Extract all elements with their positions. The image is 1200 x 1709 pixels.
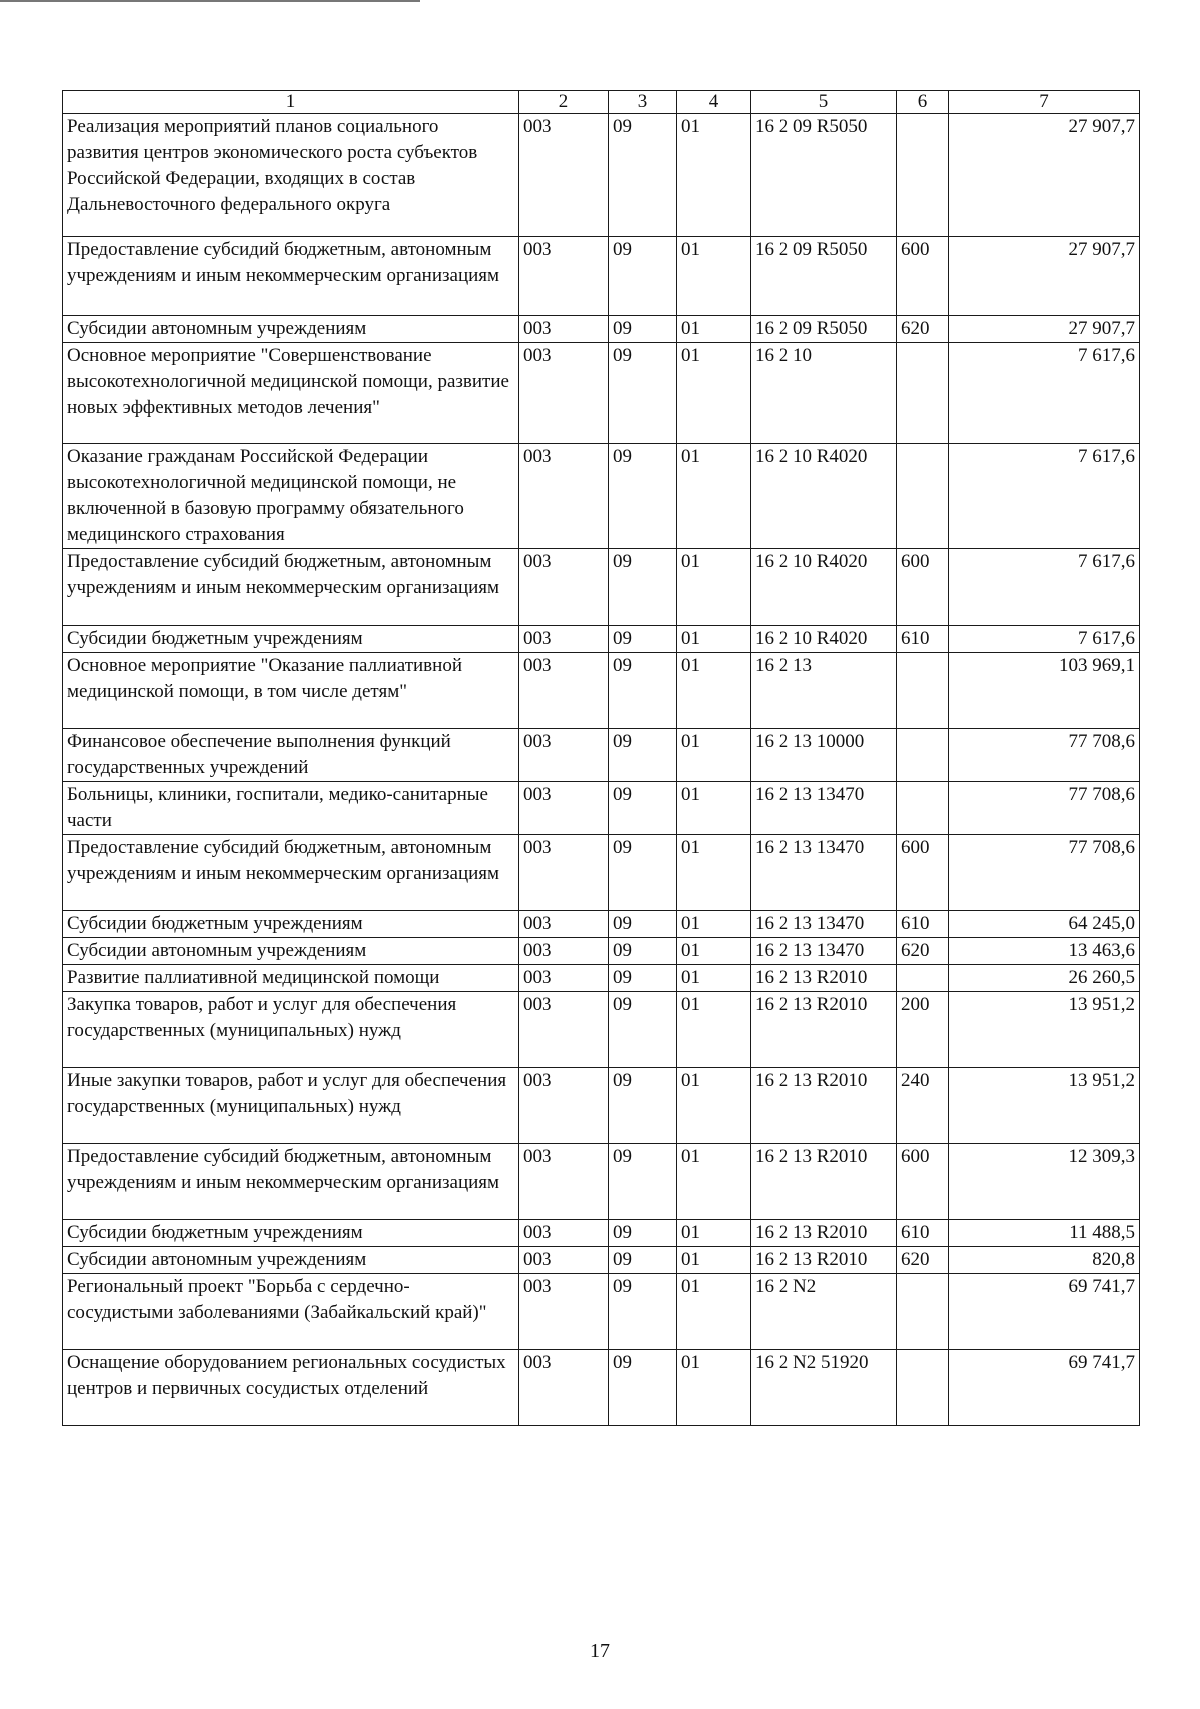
- column-header: 7: [949, 91, 1140, 114]
- row-amount: 7 617,6: [949, 626, 1140, 653]
- row-grbs: 003: [519, 653, 609, 729]
- table-row: [63, 1274, 1140, 1350]
- table-row: [63, 1144, 1140, 1220]
- row-name: Иные закупки товаров, работ и услуг для обеспечения государственных (муниципальных) нужд: [63, 1068, 519, 1144]
- row-amount: 77 708,6: [949, 729, 1140, 782]
- row-target-item: 16 2 10: [751, 343, 897, 444]
- row-amount: 69 741,7: [949, 1350, 1140, 1426]
- row-target-item: 16 2 10 R4020: [751, 626, 897, 653]
- column-header: 6: [897, 91, 949, 114]
- scan-top-edge: [0, 0, 420, 2]
- row-grbs: 003: [519, 729, 609, 782]
- row-expense-type: [897, 653, 949, 729]
- table-row: [63, 729, 1140, 782]
- table-row: [63, 1220, 1140, 1247]
- row-name: Субсидии бюджетным учреждениям: [63, 911, 519, 938]
- row-amount: 13 951,2: [949, 992, 1140, 1068]
- row-name: Основное мероприятие "Совершенствование высокотехнологичной медицинской помощи, развитие новых эффективных методов лечения": [63, 343, 519, 444]
- row-grbs: 003: [519, 626, 609, 653]
- row-subsection: 01: [677, 938, 751, 965]
- table-row: [63, 626, 1140, 653]
- row-amount: 12 309,3: [949, 1144, 1140, 1220]
- row-target-item: 16 2 10 R4020: [751, 444, 897, 549]
- row-name: Оказание гражданам Российской Федерации высокотехнологичной медицинской помощи, не включенной в базовую программу обязательного медицинского страхования: [63, 444, 519, 549]
- row-expense-type: 610: [897, 1220, 949, 1247]
- page-number: 17: [590, 1640, 610, 1662]
- row-name: Региональный проект "Борьба с сердечно-сосудистыми заболеваниями (Забайкальский край)": [63, 1274, 519, 1350]
- row-grbs: 003: [519, 1144, 609, 1220]
- row-target-item: 16 2 13 13470: [751, 782, 897, 835]
- row-expense-type: [897, 114, 949, 237]
- row-target-item: 16 2 13 10000: [751, 729, 897, 782]
- row-section: 09: [609, 1144, 677, 1220]
- row-amount: 7 617,6: [949, 444, 1140, 549]
- table-row: [63, 835, 1140, 911]
- row-expense-type: 610: [897, 911, 949, 938]
- table-row: [63, 911, 1140, 938]
- row-subsection: 01: [677, 1220, 751, 1247]
- row-subsection: 01: [677, 237, 751, 316]
- row-grbs: 003: [519, 343, 609, 444]
- row-section: 09: [609, 835, 677, 911]
- table-row: [63, 1247, 1140, 1274]
- row-grbs: 003: [519, 835, 609, 911]
- row-name: Предоставление субсидий бюджетным, автономным учреждениям и иным некоммерческим организациям: [63, 237, 519, 316]
- row-section: 09: [609, 1274, 677, 1350]
- row-target-item: 16 2 13 R2010: [751, 1144, 897, 1220]
- row-amount: 27 907,7: [949, 316, 1140, 343]
- row-grbs: 003: [519, 965, 609, 992]
- row-section: 09: [609, 343, 677, 444]
- row-name: Основное мероприятие "Оказание паллиативной медицинской помощи, в том числе детям": [63, 653, 519, 729]
- row-section: 09: [609, 626, 677, 653]
- table-row: [63, 444, 1140, 549]
- row-expense-type: 200: [897, 992, 949, 1068]
- row-section: 09: [609, 1247, 677, 1274]
- row-name: Предоставление субсидий бюджетным, автономным учреждениям и иным некоммерческим организациям: [63, 835, 519, 911]
- row-amount: 820,8: [949, 1247, 1140, 1274]
- row-subsection: 01: [677, 1247, 751, 1274]
- row-section: 09: [609, 729, 677, 782]
- row-grbs: 003: [519, 549, 609, 626]
- row-expense-type: [897, 782, 949, 835]
- row-expense-type: [897, 1350, 949, 1426]
- row-expense-type: [897, 343, 949, 444]
- row-target-item: 16 2 13 13470: [751, 835, 897, 911]
- row-subsection: 01: [677, 911, 751, 938]
- row-expense-type: 600: [897, 835, 949, 911]
- row-name: Предоставление субсидий бюджетным, автономным учреждениям и иным некоммерческим организациям: [63, 549, 519, 626]
- table-row: [63, 237, 1140, 316]
- row-section: 09: [609, 965, 677, 992]
- row-expense-type: 610: [897, 626, 949, 653]
- row-subsection: 01: [677, 782, 751, 835]
- row-name: Субсидии автономным учреждениям: [63, 316, 519, 343]
- table-row: [63, 992, 1140, 1068]
- row-subsection: 01: [677, 1350, 751, 1426]
- row-subsection: 01: [677, 343, 751, 444]
- row-subsection: 01: [677, 626, 751, 653]
- row-expense-type: [897, 729, 949, 782]
- row-target-item: 16 2 13 R2010: [751, 1220, 897, 1247]
- row-target-item: 16 2 13 13470: [751, 938, 897, 965]
- row-subsection: 01: [677, 729, 751, 782]
- row-expense-type: 600: [897, 1144, 949, 1220]
- row-expense-type: [897, 965, 949, 992]
- row-grbs: 003: [519, 782, 609, 835]
- row-target-item: 16 2 10 R4020: [751, 549, 897, 626]
- row-amount: 7 617,6: [949, 343, 1140, 444]
- row-target-item: 16 2 13 R2010: [751, 1247, 897, 1274]
- row-grbs: 003: [519, 237, 609, 316]
- row-grbs: 003: [519, 1220, 609, 1247]
- row-name: Больницы, клиники, госпитали, медико-санитарные части: [63, 782, 519, 835]
- row-grbs: 003: [519, 1068, 609, 1144]
- row-section: 09: [609, 1220, 677, 1247]
- row-grbs: 003: [519, 1350, 609, 1426]
- row-target-item: 16 2 13 R2010: [751, 992, 897, 1068]
- row-grbs: 003: [519, 1274, 609, 1350]
- table-row: [63, 1350, 1140, 1426]
- row-amount: 27 907,7: [949, 237, 1140, 316]
- row-name: Развитие паллиативной медицинской помощи: [63, 965, 519, 992]
- row-grbs: 003: [519, 911, 609, 938]
- row-section: 09: [609, 316, 677, 343]
- row-name: Оснащение оборудованием региональных сосудистых центров и первичных сосудистых отделений: [63, 1350, 519, 1426]
- table-row: [63, 938, 1140, 965]
- row-section: 09: [609, 549, 677, 626]
- row-section: 09: [609, 653, 677, 729]
- column-header: 4: [677, 91, 751, 114]
- row-name: Предоставление субсидий бюджетным, автономным учреждениям и иным некоммерческим организациям: [63, 1144, 519, 1220]
- table-row: [63, 343, 1140, 444]
- row-target-item: 16 2 13 R2010: [751, 1068, 897, 1144]
- row-section: 09: [609, 911, 677, 938]
- row-amount: 103 969,1: [949, 653, 1140, 729]
- row-subsection: 01: [677, 1274, 751, 1350]
- row-grbs: 003: [519, 316, 609, 343]
- row-subsection: 01: [677, 965, 751, 992]
- row-name: Реализация мероприятий планов социального развития центров экономического роста субъектов Российской Федерации, входящих в состав Дальневосточного федерального округа: [63, 114, 519, 237]
- row-expense-type: 620: [897, 938, 949, 965]
- table-row: [63, 549, 1140, 626]
- row-amount: 13 463,6: [949, 938, 1140, 965]
- row-name: Субсидии бюджетным учреждениям: [63, 626, 519, 653]
- row-expense-type: 620: [897, 1247, 949, 1274]
- table-body: [63, 114, 1140, 1426]
- row-target-item: 16 2 09 R5050: [751, 237, 897, 316]
- row-section: 09: [609, 114, 677, 237]
- row-section: 09: [609, 1350, 677, 1426]
- row-subsection: 01: [677, 992, 751, 1068]
- row-grbs: 003: [519, 1247, 609, 1274]
- row-section: 09: [609, 444, 677, 549]
- row-amount: 26 260,5: [949, 965, 1140, 992]
- row-section: 09: [609, 237, 677, 316]
- column-header: 5: [751, 91, 897, 114]
- table-row: [63, 653, 1140, 729]
- row-grbs: 003: [519, 114, 609, 237]
- row-amount: 27 907,7: [949, 114, 1140, 237]
- row-name: Субсидии автономным учреждениям: [63, 1247, 519, 1274]
- table-row: [63, 316, 1140, 343]
- row-section: 09: [609, 1068, 677, 1144]
- column-header: 3: [609, 91, 677, 114]
- column-header: 2: [519, 91, 609, 114]
- row-section: 09: [609, 992, 677, 1068]
- row-subsection: 01: [677, 835, 751, 911]
- row-name: Закупка товаров, работ и услуг для обеспечения государственных (муниципальных) нужд: [63, 992, 519, 1068]
- row-subsection: 01: [677, 653, 751, 729]
- row-target-item: 16 2 N2: [751, 1274, 897, 1350]
- row-target-item: 16 2 N2 51920: [751, 1350, 897, 1426]
- row-amount: 77 708,6: [949, 782, 1140, 835]
- row-target-item: 16 2 09 R5050: [751, 114, 897, 237]
- row-subsection: 01: [677, 114, 751, 237]
- row-amount: 69 741,7: [949, 1274, 1140, 1350]
- row-name: Субсидии бюджетным учреждениям: [63, 1220, 519, 1247]
- row-section: 09: [609, 938, 677, 965]
- row-expense-type: 240: [897, 1068, 949, 1144]
- row-section: 09: [609, 782, 677, 835]
- table-row: [63, 1068, 1140, 1144]
- row-subsection: 01: [677, 316, 751, 343]
- row-grbs: 003: [519, 444, 609, 549]
- row-expense-type: [897, 444, 949, 549]
- row-subsection: 01: [677, 1068, 751, 1144]
- row-target-item: 16 2 13 13470: [751, 911, 897, 938]
- row-name: Субсидии автономным учреждениям: [63, 938, 519, 965]
- row-expense-type: 620: [897, 316, 949, 343]
- column-header: 1: [63, 91, 519, 114]
- row-subsection: 01: [677, 549, 751, 626]
- row-subsection: 01: [677, 444, 751, 549]
- row-name: Финансовое обеспечение выполнения функций государственных учреждений: [63, 729, 519, 782]
- table-row: [63, 114, 1140, 237]
- row-amount: 13 951,2: [949, 1068, 1140, 1144]
- row-grbs: 003: [519, 992, 609, 1068]
- row-amount: 11 488,5: [949, 1220, 1140, 1247]
- row-amount: 64 245,0: [949, 911, 1140, 938]
- row-amount: 7 617,6: [949, 549, 1140, 626]
- row-expense-type: 600: [897, 237, 949, 316]
- header-row: [63, 91, 1140, 114]
- row-expense-type: [897, 1274, 949, 1350]
- row-subsection: 01: [677, 1144, 751, 1220]
- row-target-item: 16 2 09 R5050: [751, 316, 897, 343]
- row-target-item: 16 2 13: [751, 653, 897, 729]
- row-grbs: 003: [519, 938, 609, 965]
- row-amount: 77 708,6: [949, 835, 1140, 911]
- table-row: [63, 965, 1140, 992]
- table-row: [63, 782, 1140, 835]
- row-target-item: 16 2 13 R2010: [751, 965, 897, 992]
- budget-table: [62, 90, 1140, 1426]
- row-expense-type: 600: [897, 549, 949, 626]
